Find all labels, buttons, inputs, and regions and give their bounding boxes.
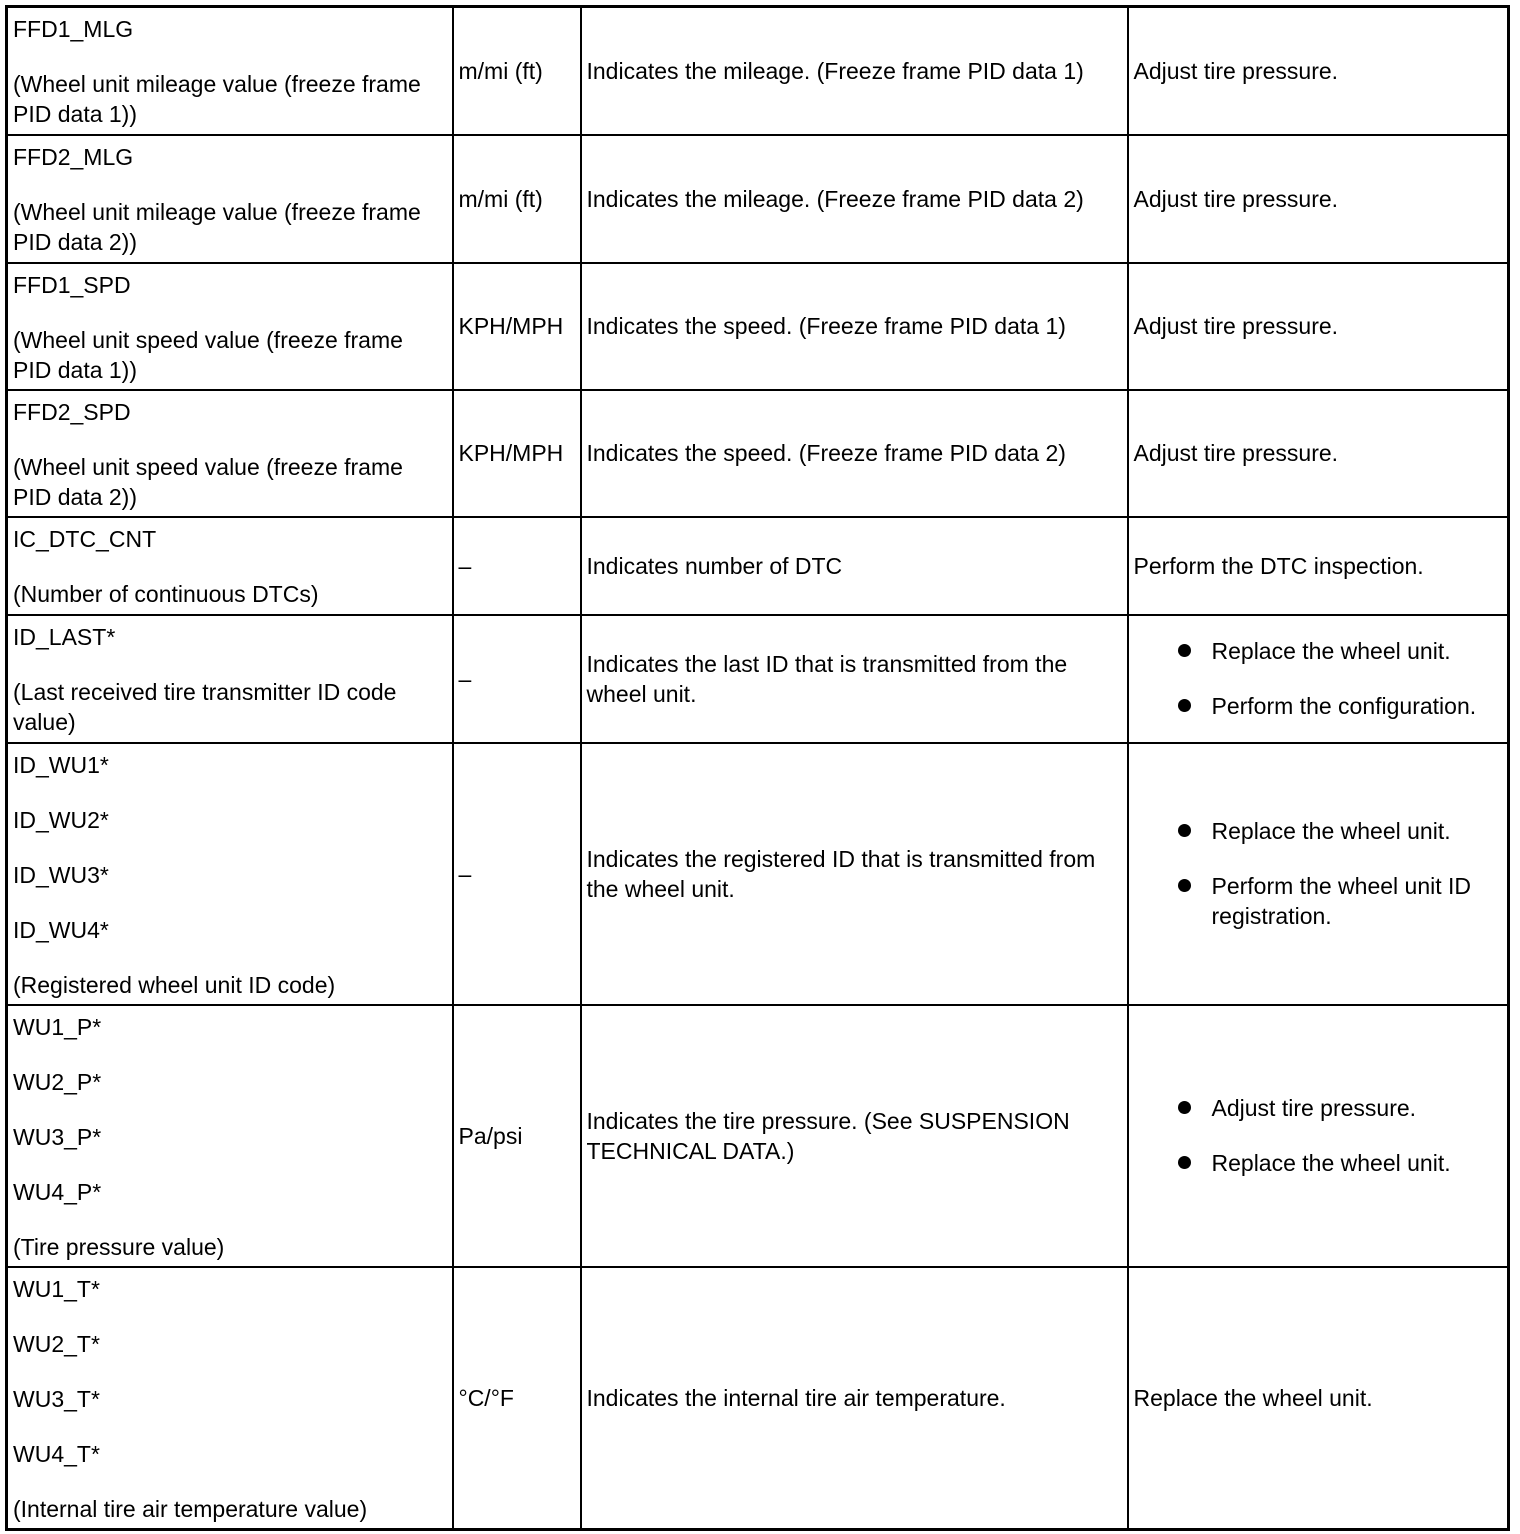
unit-cell: °C/°F [453,1267,581,1530]
unit-cell: Pa/psi [453,1005,581,1267]
condition-cell: Indicates the speed. (Freeze frame PID data 2) [581,390,1128,517]
pid-description: (Last received tire transmitter ID code value) [13,678,397,735]
condition-cell: Indicates the tire pressure. (See SUSPENSION TECHNICAL DATA.) [581,1005,1128,1267]
action-text: Adjust tire pressure. [1133,440,1339,466]
pid-name: WU4_T* [13,1440,100,1467]
pid-name: FFD2_MLG [13,143,134,170]
action-list-item: Replace the wheel unit. [1212,636,1503,666]
pid-name: ID_WU4* [13,916,109,943]
action-text: Adjust tire pressure. [1133,313,1339,339]
action-text: Adjust tire pressure. [1133,185,1339,212]
pid-name: ID_WU2* [13,806,109,833]
condition-cell: Indicates the registered ID that is transmitted from the wheel unit. [581,743,1128,1005]
pid-name-cell [7,7,453,135]
pid-name-cell [7,390,453,517]
condition-cell: Indicates number of DTC [581,517,1128,615]
action-list [1134,636,1503,721]
action-cell [1128,7,1509,135]
pid-name: ID_LAST* [13,623,116,650]
pid-name: WU1_T* [13,1275,100,1302]
unit-cell: – [453,615,581,743]
pid-description: (Registered wheel unit ID code) [13,971,336,998]
unit-cell: KPH/MPH [453,390,581,517]
pid-name: ID_WU3* [13,861,109,888]
pid-name: FFD2_SPD [13,398,131,425]
action-list-item: Replace the wheel unit. [1212,816,1503,846]
action-cell [1128,1005,1509,1267]
action-cell [1128,1267,1509,1530]
condition-cell: Indicates the mileage. (Freeze frame PID data 2) [581,135,1128,263]
table-row [7,615,1509,743]
unit-cell: KPH/MPH [453,263,581,390]
action-text: Adjust tire pressure. [1133,57,1339,84]
pid-name-cell [7,615,453,743]
action-list-item: Replace the wheel unit. [1212,1148,1503,1178]
pid-name-cell [7,1267,453,1530]
condition-cell: Indicates the mileage. (Freeze frame PID data 1) [581,7,1128,135]
pid-name: WU2_T* [13,1330,100,1357]
pid-data-table [5,5,1510,1531]
table-row [7,263,1509,390]
pid-name: IC_DTC_CNT [13,525,157,552]
action-cell [1128,743,1509,1005]
pid-name: ID_WU1* [13,751,109,778]
table-row [7,517,1509,615]
pid-description: (Internal tire air temperature value) [13,1495,368,1522]
pid-name-cell [7,135,453,263]
action-cell [1128,390,1509,517]
unit-cell: – [453,743,581,1005]
table-row [7,135,1509,263]
action-list-item: Adjust tire pressure. [1212,1093,1503,1123]
action-list-item: Perform the configuration. [1212,691,1503,721]
action-text: Perform the DTC inspection. [1133,552,1424,579]
condition-cell: Indicates the last ID that is transmitted from the wheel unit. [581,615,1128,743]
action-cell [1128,135,1509,263]
pid-name: FFD1_SPD [13,271,131,298]
pid-name-cell [7,743,453,1005]
pid-description: (Number of continuous DTCs) [13,580,319,607]
pid-name-cell [7,517,453,615]
pid-name-cell [7,1005,453,1267]
action-text: Replace the wheel unit. [1133,1384,1373,1411]
pid-name: WU2_P* [13,1068,102,1095]
pid-description: (Wheel unit speed value (freeze frame PID data 1)) [13,326,403,383]
pid-name: WU3_P* [13,1123,102,1150]
action-cell [1128,615,1509,743]
action-cell [1128,263,1509,390]
pid-description: (Wheel unit speed value (freeze frame PID data 2)) [13,453,403,510]
pid-description: (Tire pressure value) [13,1233,225,1260]
pid-name: WU3_T* [13,1385,100,1412]
table-row [7,743,1509,1005]
table-row [7,390,1509,517]
action-list [1134,816,1503,931]
pid-description: (Wheel unit mileage value (freeze frame PID data 1)) [13,71,421,127]
condition-cell: Indicates the speed. (Freeze frame PID data 1) [581,263,1128,390]
unit-cell: m/mi (ft) [453,135,581,263]
pid-name: WU4_P* [13,1178,102,1205]
table-row [7,7,1509,135]
action-list-item: Perform the wheel unit ID registration. [1212,871,1503,931]
table-row [7,1005,1509,1267]
unit-cell: – [453,517,581,615]
pid-name-cell [7,263,453,390]
condition-cell: Indicates the internal tire air temperature. [581,1267,1128,1530]
pid-table-body [7,7,1509,1530]
pid-description: (Wheel unit mileage value (freeze frame PID data 2)) [13,198,421,255]
action-cell [1128,517,1509,615]
table-row [7,1267,1509,1530]
unit-cell: m/mi (ft) [453,7,581,135]
action-list [1134,1093,1503,1178]
pid-name: WU1_P* [13,1013,102,1040]
pid-name: FFD1_MLG [13,16,134,42]
